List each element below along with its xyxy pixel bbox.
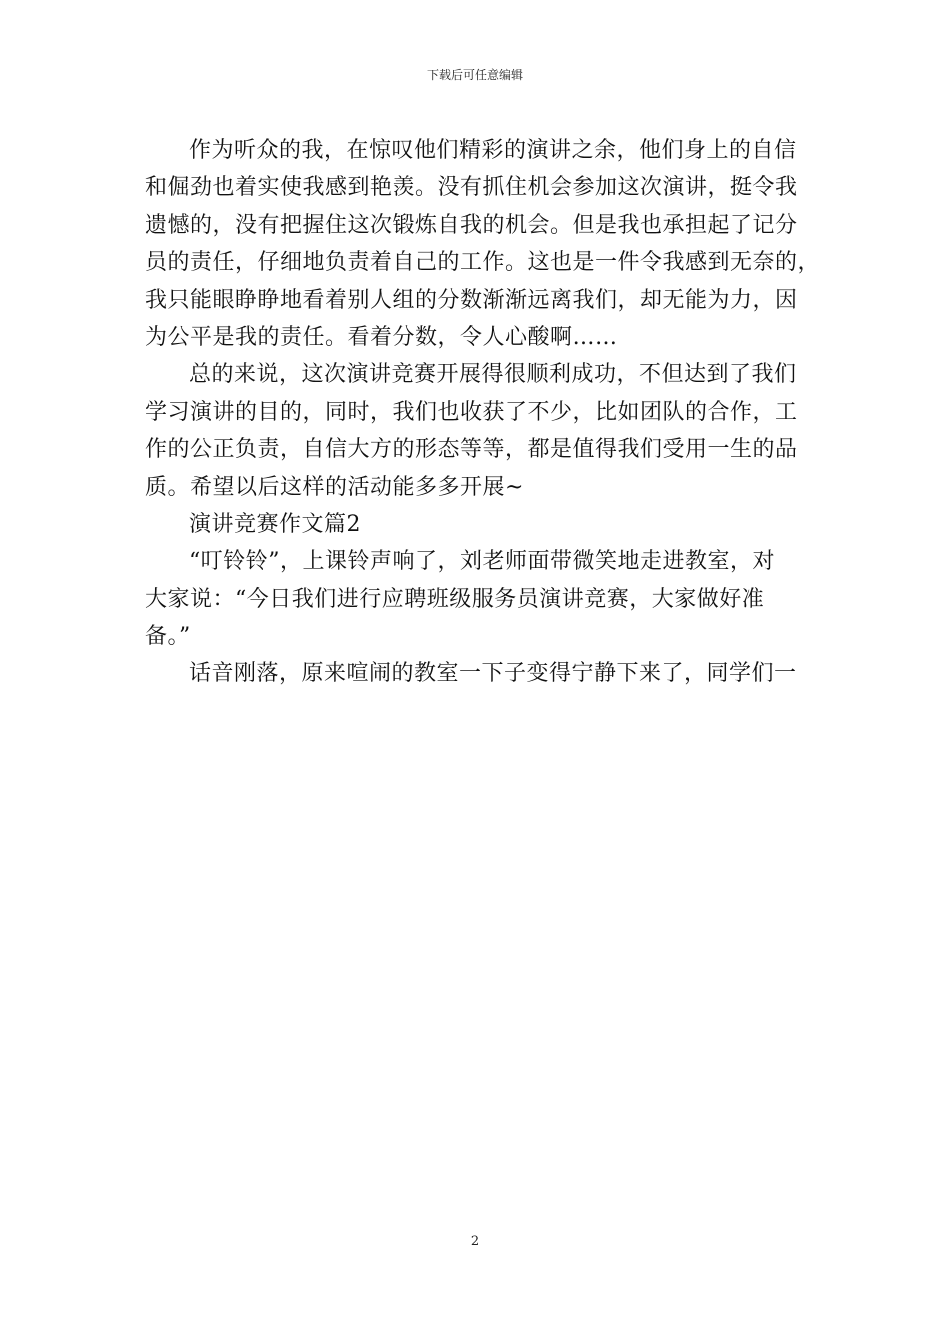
page-header: 下载后可任意编辑 — [426, 68, 523, 82]
text-line: 作为听众的我，在惊叹他们精彩的演讲之余，他们身上的自信 — [189, 138, 797, 163]
text-line: 作的公正负责，自信大方的形态等等，都是值得我们受用一生的品 — [145, 437, 798, 463]
text-line: 总的来说，这次演讲竞赛开展得很顺利成功，不但达到了我们 — [189, 362, 797, 388]
text-line: “叮铃铃”，上课铃声响了，刘老师面带微笑地走进教室，对 — [189, 549, 775, 575]
text-line: 员的责任，仔细地负责着自己的工作。这也是一件令我感到无奈的， — [145, 250, 821, 276]
page-number: 2 — [470, 1234, 480, 1249]
text-line: 大家说：“今日我们进行应聘班级服务员演讲竞赛，大家做好准 — [145, 586, 765, 612]
text-line: 话音刚落，原来喧闹的教室一下子变得宁静下来了，同学们一 — [189, 661, 797, 687]
text-line: 和倔劲也着实使我感到艳羡。没有抓住机会参加这次演讲，挺令我 — [145, 175, 798, 201]
text-line: 质。希望以后这样的活动能多多开展~ — [145, 474, 524, 500]
text-line: 学习演讲的目的，同时，我们也收获了不少，比如团队的合作，工 — [145, 399, 798, 425]
text-line: 遗憾的，没有把握住这次锻炼自我的机会。但是我也承担起了记分 — [145, 212, 798, 238]
text-line: 为公平是我的责任。看着分数，令人心酸啊…… — [145, 324, 618, 350]
text-line: 我只能眼睁睁地看着别人组的分数渐渐远离我们，却无能为力，因 — [145, 287, 798, 313]
document-body — [145, 132, 821, 693]
section-heading: 演讲竞赛作文篇2 — [189, 511, 361, 537]
text-line: 备。” — [145, 624, 191, 650]
